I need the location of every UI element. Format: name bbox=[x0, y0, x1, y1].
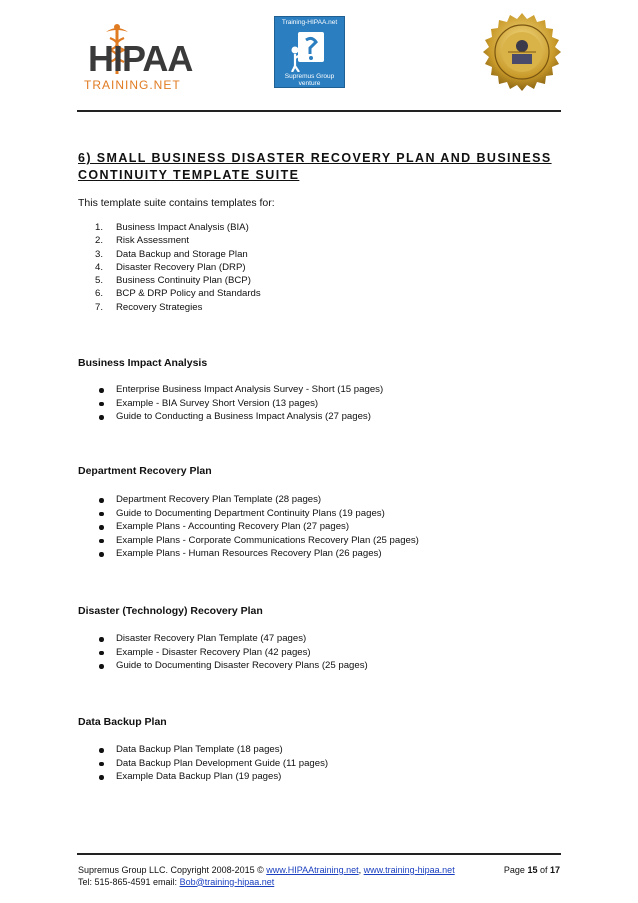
bullet-icon bbox=[99, 637, 104, 642]
logo-bottom-label bbox=[275, 73, 344, 87]
hipaa-training-logo bbox=[78, 20, 193, 98]
footer-separator: , bbox=[358, 865, 364, 875]
list-text: Recovery Strategies bbox=[116, 301, 203, 313]
logo-subtitle: TRAINING.NET bbox=[84, 78, 181, 92]
footer-company: Supremus Group LLC. Copyright 2008-2015 © bbox=[78, 865, 267, 875]
person-board-icon bbox=[290, 30, 330, 72]
list-text: Disaster Recovery Plan Template (47 pages) bbox=[116, 633, 307, 644]
list-text: Guide to Conducting a Business Impact Analysis (27 pages) bbox=[116, 411, 371, 422]
logo-top-label: Training-HIPAA.net bbox=[281, 19, 338, 26]
list-text: Example - Disaster Recovery Plan (42 pages) bbox=[116, 646, 311, 658]
list-text: BCP & DRP Policy and Standards bbox=[116, 288, 261, 300]
list-number: 5. bbox=[95, 275, 104, 287]
list-number: 1. bbox=[95, 222, 104, 233]
page-current: 15 bbox=[527, 865, 538, 875]
list-text: Disaster Recovery Plan (DRP) bbox=[116, 261, 246, 273]
footer-divider bbox=[77, 853, 561, 855]
title-line-2: CONTINUITY TEMPLATE SUITE bbox=[78, 168, 300, 182]
list-text: Data Backup Plan Development Guide (11 pages) bbox=[116, 757, 329, 769]
section-title bbox=[78, 150, 568, 184]
logo-bottom-line2: venture bbox=[298, 80, 321, 87]
list-number: 4. bbox=[95, 261, 104, 273]
list-text: Guide to Documenting Department Continuity Plans (19 pages) bbox=[116, 507, 385, 519]
bullet-icon bbox=[99, 402, 104, 407]
bullet-icon bbox=[99, 512, 104, 517]
footer-line-2 bbox=[78, 877, 568, 889]
logo-word: HIPAA bbox=[88, 38, 193, 79]
list-text: Example Plans - Corporate Communications Recovery Plan (25 pages) bbox=[116, 534, 419, 546]
title-line-1: 6) SMALL BUSINESS DISASTER RECOVERY PLAN AND BUSINESS bbox=[78, 151, 552, 165]
footer-link-training-hipaa[interactable]: www.training-hipaa.net bbox=[363, 865, 455, 875]
page-label: Page bbox=[503, 865, 528, 875]
list-text: Example Data Backup Plan (19 pages) bbox=[116, 771, 282, 782]
bullet-icon bbox=[99, 664, 104, 669]
list-text: Example Plans - Human Resources Recovery Plan (26 pages) bbox=[116, 548, 382, 559]
bullet-icon bbox=[99, 388, 104, 393]
footer-email-link[interactable]: Bob@training-hipaa.net bbox=[179, 876, 275, 887]
list-text: Example Plans - Accounting Recovery Plan (27 pages) bbox=[116, 521, 350, 532]
bullet-icon bbox=[99, 552, 104, 557]
intro-text: This template suite contains templates for: bbox=[78, 197, 275, 209]
list-number: 2. bbox=[95, 235, 104, 247]
list-text: Business Continuity Plan (BCP) bbox=[116, 275, 251, 287]
bullet-icon bbox=[99, 748, 104, 753]
bullet-icon bbox=[99, 762, 104, 767]
list-text: Example - BIA Survey Short Version (13 pages) bbox=[116, 397, 319, 409]
footer-link-hipaatraining[interactable]: www.HIPAAtraining.net bbox=[266, 865, 359, 875]
list-text: Guide to Documenting Disaster Recovery Plans (25 pages) bbox=[116, 660, 368, 671]
list-text: Department Recovery Plan Template (28 pages) bbox=[116, 494, 322, 505]
list-text: Data Backup Plan Template (18 pages) bbox=[116, 744, 283, 755]
bullet-icon bbox=[99, 775, 104, 780]
footer-tel: Tel: 515-865-4591 email: bbox=[78, 876, 180, 887]
list-text: Enterprise Business Impact Analysis Survey - Short (15 pages) bbox=[116, 384, 384, 395]
section-heading-department-recovery: Department Recovery Plan bbox=[78, 465, 212, 477]
page-number bbox=[504, 865, 560, 877]
bullet-icon bbox=[99, 415, 104, 420]
list-number: 7. bbox=[95, 301, 104, 313]
list-number: 3. bbox=[95, 248, 104, 260]
page-of: of bbox=[537, 865, 550, 875]
bullet-icon bbox=[99, 651, 104, 656]
section-heading-disaster-recovery: Disaster (Technology) Recovery Plan bbox=[78, 605, 263, 617]
training-hipaa-logo bbox=[274, 16, 345, 88]
bullet-icon bbox=[99, 539, 104, 544]
bullet-icon bbox=[99, 498, 104, 503]
footer-line-1 bbox=[78, 865, 568, 877]
list-text: Data Backup and Storage Plan bbox=[116, 248, 248, 260]
bullet-icon bbox=[99, 525, 104, 530]
list-text: Business Impact Analysis (BIA) bbox=[116, 222, 249, 233]
list-text: Risk Assessment bbox=[116, 235, 190, 247]
gold-seal-icon bbox=[482, 12, 562, 92]
section-heading-business-impact: Business Impact Analysis bbox=[78, 357, 208, 369]
header-divider bbox=[77, 110, 561, 112]
logo-bottom-line1: Supremus Group bbox=[284, 73, 335, 80]
page-footer bbox=[78, 865, 568, 888]
section-heading-data-backup: Data Backup Plan bbox=[78, 716, 167, 728]
list-number: 6. bbox=[95, 288, 104, 300]
page-total: 17 bbox=[549, 865, 560, 875]
